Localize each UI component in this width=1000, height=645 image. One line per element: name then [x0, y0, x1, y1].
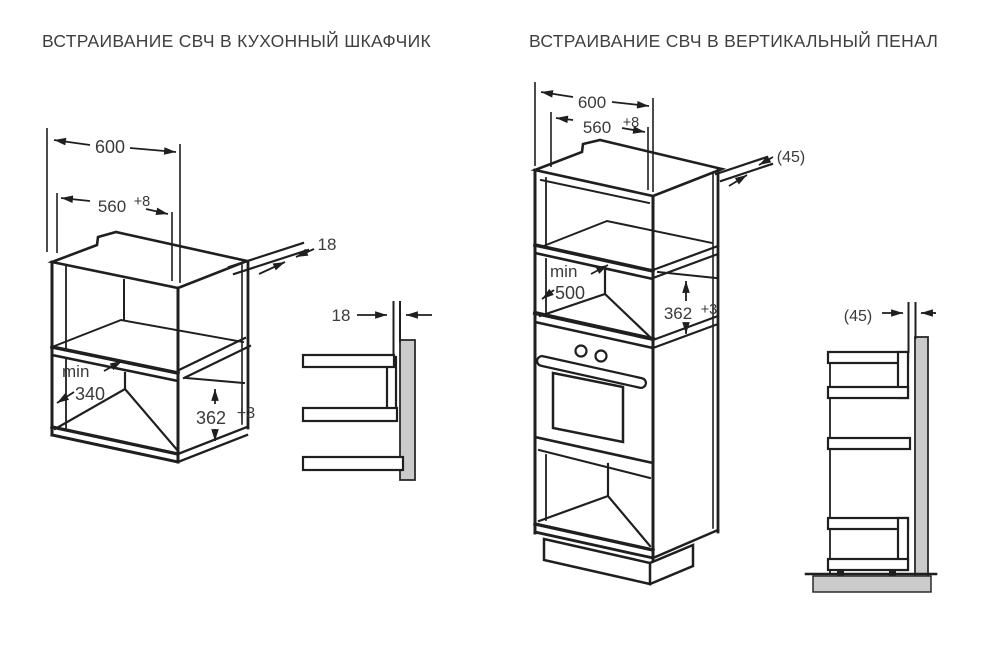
middle-shelf: [828, 438, 910, 449]
oven-knob: [576, 346, 587, 357]
shelf-bottom: [303, 457, 403, 470]
built-in-oven: [535, 346, 653, 464]
right-diagram-title: ВСТРАИВАНИЕ СВЧ В ВЕРТИКАЛЬНЫЙ ПЕНАЛ: [529, 31, 939, 51]
top-box-shelf: [828, 352, 908, 363]
right-dim-outer-width: 600: [577, 93, 607, 112]
oven-knob: [596, 351, 607, 362]
right-side-dim-45: (45): [843, 308, 873, 325]
left-niche-height: 362: [195, 408, 227, 428]
left-side-view: [303, 302, 432, 480]
left-min-depth: 340: [75, 384, 106, 404]
left-diagram-title: ВСТРАИВАНИЕ СВЧ В КУХОННЫЙ ШКАФЧИК: [42, 31, 431, 51]
right-niche-height: 362: [663, 304, 693, 323]
right-cabinet-dimensions: [535, 82, 805, 334]
left-niche-height-tol: +3: [236, 405, 256, 422]
right-side-view: [806, 303, 936, 592]
floor-slab: [813, 576, 931, 592]
left-dim-inner-width: 560: [97, 197, 127, 216]
bottom-box-shelf: [828, 518, 908, 529]
top-box-shelf: [828, 387, 908, 398]
right-cabinet-isometric: [535, 140, 772, 584]
wall-panel: [915, 337, 928, 577]
left-dim-outer-width: 600: [94, 137, 126, 157]
left-dim-inner-width-tol: +8: [133, 194, 151, 210]
right-niche-height-tol: +3: [700, 302, 718, 318]
shelf-middle: [303, 408, 397, 421]
right-dim-inner-width: 560: [582, 118, 612, 137]
left-cabinet-dimensions: [47, 128, 336, 441]
bottom-box-shelf: [828, 559, 908, 570]
left-dim-back-panel: 18: [317, 235, 337, 254]
right-min-label: min: [550, 262, 578, 281]
left-side-dim-18: 18: [331, 306, 351, 325]
right-dim-back-gap: (45): [776, 149, 806, 166]
right-min-depth: 500: [555, 283, 586, 303]
left-min-label: min: [62, 362, 90, 381]
right-dim-inner-width-tol: +8: [622, 115, 640, 131]
shelf-top: [303, 355, 394, 367]
oven-window: [553, 373, 623, 442]
